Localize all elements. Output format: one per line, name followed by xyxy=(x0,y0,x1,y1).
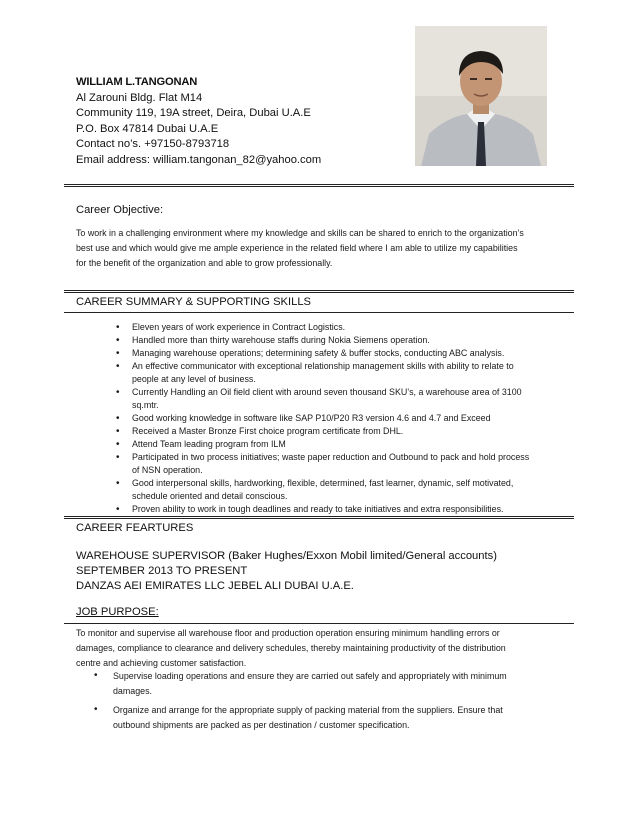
job-purpose-line: To monitor and supervise all warehouse floor and production operation ensuring minimum handling errors or xyxy=(76,628,500,638)
objective-line: To work in a challenging environment where my knowledge and skills can be shared to enrich to the organization’s xyxy=(76,228,524,238)
list-item: • Handled more than thirty warehouse staffs during Nokia Siemens operation. xyxy=(116,334,576,347)
profile-photo xyxy=(415,26,547,166)
objective-heading: Career Objective: xyxy=(76,204,164,216)
section-divider xyxy=(64,184,574,187)
list-item: • Supervise loading operations and ensure they are carried out safely and appropriately with minimum damages. xyxy=(94,669,574,698)
list-item: • Participated in two process initiatives; waste paper reduction and Outbound to pack and hold process of NSN operation. xyxy=(116,451,576,477)
summary-heading: CAREER SUMMARY & SUPPORTING SKILLS xyxy=(76,296,312,308)
objective-line: best use and which would give me ample experience in the related field where I am able to utilize my capabilities xyxy=(76,243,518,253)
list-item: • Currently Handling an Oil field client with around seven thousand SKU’s, a warehouse area of 3100 sq.mtr. xyxy=(116,386,576,412)
address-line: Al Zarouni Bldg. Flat M14 xyxy=(76,91,203,104)
job-title: WAREHOUSE SUPERVISOR (Baker Hughes/Exxon Mobil limited/General accounts) xyxy=(76,550,497,562)
list-item: • Eleven years of work experience in Contract Logistics. xyxy=(116,321,576,334)
section-divider xyxy=(64,312,574,313)
objective-line: for the benefit of the organization and able to grow professionally. xyxy=(76,258,333,268)
po-box-line: P.O. Box 47814 Dubai U.A.E xyxy=(76,122,219,135)
job-block xyxy=(76,549,497,594)
contact-number-line: Contact no’s. +97150-8793718 xyxy=(76,138,230,150)
list-item: • Attend Team leading program from ILM xyxy=(116,438,576,451)
contact-block xyxy=(76,75,321,168)
company-name: DANZAS AEI EMIRATES LLC JEBEL ALI DUBAI U.A.E. xyxy=(76,580,354,592)
job-duties-list xyxy=(94,669,574,732)
list-item: • Good working knowledge in software like SAP P10/P20 R3 version 4.6 and 4.7 and Exceed xyxy=(116,412,576,425)
job-period: SEPTEMBER 2013 TO PRESENT xyxy=(76,565,248,577)
address-line: Community 119, 19A street, Deira, Dubai U.A.E xyxy=(76,107,311,119)
summary-list xyxy=(116,321,576,516)
objective-text xyxy=(76,226,576,271)
list-item: • Proven ability to work in tough deadlines and ready to take initiatives and extra responsibilities. xyxy=(116,503,576,516)
email-line: Email address: william.tangonan_82@yahoo.com xyxy=(76,153,322,166)
list-item: • An effective communicator with exceptional relationship management skills with ability to relate to people at any level of business. xyxy=(116,360,576,386)
section-divider xyxy=(64,516,574,519)
job-purpose-line: damages, compliance to clearance and delivery schedules, thereby maintaining productivity of the distribution xyxy=(76,643,506,653)
list-item: • Managing warehouse operations; determining safety & buffer stocks, conducting ABC analysis. xyxy=(116,347,576,360)
list-item: • Received a Master Bronze First choice program certificate from DHL. xyxy=(116,425,576,438)
list-item: • Good interpersonal skills, hardworking, flexible, determined, fast learner, dynamic, self motivated, schedule oriented and detail conscious. xyxy=(116,477,576,503)
job-purpose-line: centre and achieving customer satisfaction. xyxy=(76,658,247,668)
applicant-name: WILLIAM L.TANGONAN xyxy=(76,76,198,88)
section-divider xyxy=(64,290,574,293)
job-purpose-heading: JOB PURPOSE: xyxy=(76,606,159,618)
job-purpose-text xyxy=(76,626,576,671)
list-item: • Organize and arrange for the appropriate supply of packing material from the suppliers. Ensure that outbound shipments are packed as per destination / customer specification. xyxy=(94,703,574,732)
section-divider xyxy=(64,623,574,624)
features-heading: CAREER FEARTURES xyxy=(76,522,194,534)
